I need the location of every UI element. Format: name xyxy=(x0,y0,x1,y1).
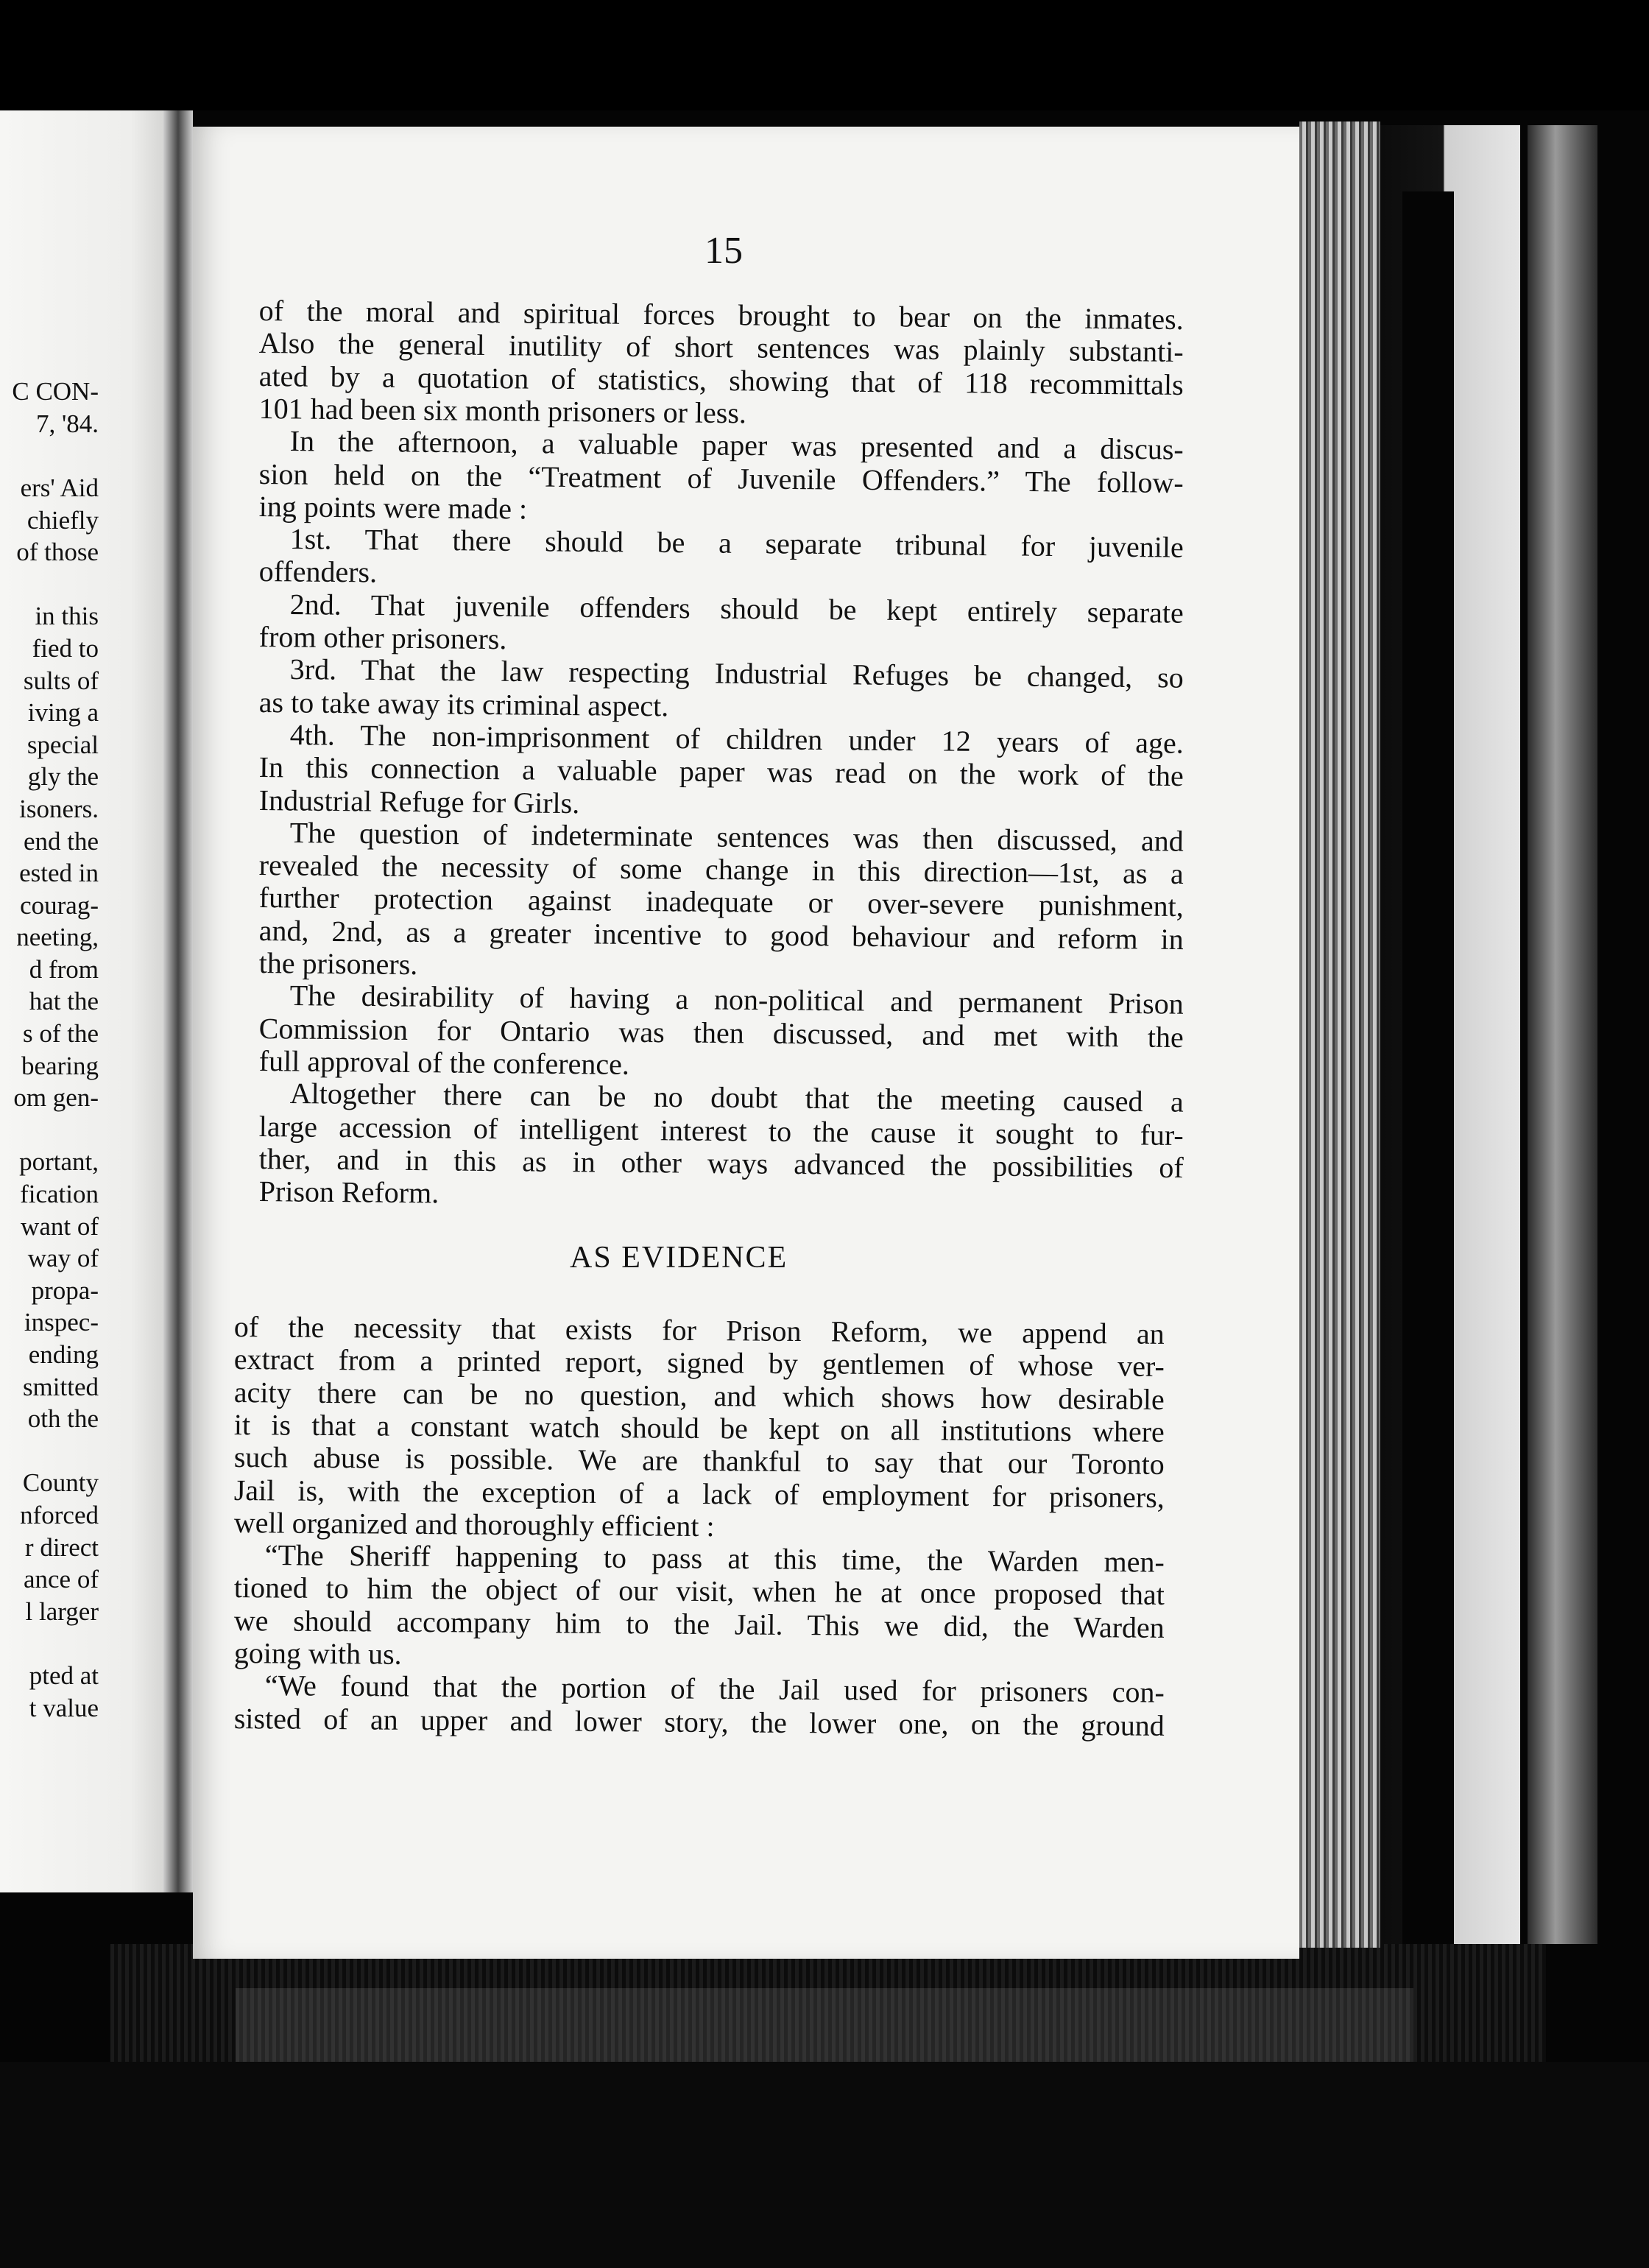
scan-frame-bottom xyxy=(0,2062,1649,2268)
left-page-line: portant, xyxy=(19,1147,99,1177)
left-page-line: County xyxy=(22,1468,99,1498)
left-page-line: om gen- xyxy=(13,1083,99,1113)
left-page-line: propa- xyxy=(31,1275,99,1305)
text-line: The question of indeterminate sentences was then discussed, and xyxy=(289,815,1184,858)
text-line: the prisoners. xyxy=(258,946,418,982)
page-number: 15 xyxy=(705,230,743,272)
text-line: and, 2nd, as a greater incentive to good behaviour and reform in xyxy=(258,913,1184,956)
left-page-line: neeting, xyxy=(16,923,99,952)
text-line: such abuse is possible. We are thankful to say that our Toronto xyxy=(233,1440,1165,1482)
text-line: extract from a printed report, signed by gentlemen of whose ver- xyxy=(233,1342,1165,1384)
text-line: of the moral and spiritual forces brought to bear on the inmates. xyxy=(258,294,1184,337)
left-page-line: ending xyxy=(28,1340,99,1369)
text-line: Prison Reform. xyxy=(258,1174,439,1210)
text-line: tioned to him the object of our visit, when he at once proposed that xyxy=(233,1571,1165,1612)
text-line: “The Sheriff happening to pass at this time, the Warden men- xyxy=(264,1538,1165,1579)
text-line: 3rd. That the law respecting Industrial Refuges be changed, so xyxy=(289,652,1184,694)
left-page-line: t value xyxy=(29,1693,99,1722)
left-page-line: pted at xyxy=(29,1660,99,1690)
text-line: going with us. xyxy=(233,1636,402,1671)
left-page-line xyxy=(0,344,99,376)
left-page-line xyxy=(0,1114,99,1147)
section-heading: AS EVIDENCE xyxy=(570,1241,788,1275)
left-page-line: iving a xyxy=(27,698,99,728)
left-page-line: gly the xyxy=(27,762,99,792)
text-line: 1st. That there should be a separate tribunal for juvenile xyxy=(289,522,1184,564)
text-line: it is that a constant watch should be kept on all institutions where xyxy=(233,1407,1165,1448)
left-page-line: oth the xyxy=(27,1404,99,1434)
left-page-line: ers' Aid xyxy=(20,473,99,502)
text-line: ing points were made : xyxy=(258,489,528,526)
left-page-line: bearing xyxy=(21,1051,99,1080)
text-line: 2nd. That juvenile offenders should be kept entirely separate xyxy=(289,587,1184,630)
left-page-line: hat the xyxy=(29,987,99,1016)
left-page-line: nforced xyxy=(20,1500,99,1529)
text-line: from other prisoners. xyxy=(258,620,507,656)
left-page-line: 7, '84. xyxy=(35,409,99,438)
text-line: full approval of the conference. xyxy=(258,1043,630,1081)
left-page-line: ance of xyxy=(23,1565,99,1594)
text-line: offenders. xyxy=(258,554,378,589)
left-page-line: r direct xyxy=(24,1532,99,1562)
left-page-line: of those xyxy=(16,538,99,567)
left-page-line: s of the xyxy=(22,1019,99,1049)
left-page-line xyxy=(0,440,99,472)
left-page-line: smitted xyxy=(22,1372,99,1401)
cover-shadow xyxy=(236,1988,1413,2069)
page-edges xyxy=(1299,122,1380,1948)
left-page-line xyxy=(0,311,99,344)
left-page-line: inspec- xyxy=(24,1308,99,1337)
text-line: Also the general inutility of short sentences was plainly substanti- xyxy=(258,326,1184,369)
text-line: ated by a quotation of statistics, showing that of 118 recommittals xyxy=(258,359,1184,401)
left-page-line: want of xyxy=(21,1211,99,1241)
scan-frame-top xyxy=(0,0,1649,110)
left-page xyxy=(0,110,163,1892)
text-line: as to take away its criminal aspect. xyxy=(258,685,669,722)
endpaper-strip xyxy=(1528,125,1597,1944)
left-page-line: way of xyxy=(27,1244,99,1273)
left-page-line: end the xyxy=(23,826,99,856)
text-line: large accession of intelligent interest to the cause it sought to fur- xyxy=(258,1109,1184,1152)
left-page-line: fied to xyxy=(32,633,99,663)
left-page-line: l larger xyxy=(25,1596,99,1626)
left-page-line: C CON- xyxy=(12,377,99,406)
text-line: 101 had been six month prisoners or less. xyxy=(258,391,747,430)
text-line: acity there can be no question, and which shows how desirable xyxy=(233,1375,1165,1416)
text-line: Jail is, with the exception of a lack of employment for prisoners, xyxy=(233,1473,1165,1514)
left-page-line: courag- xyxy=(20,890,99,920)
text-line: well organized and thoroughly efficient : xyxy=(233,1505,715,1543)
text-line: we should accompany him to the Jail. This we did, the Warden xyxy=(233,1603,1165,1644)
left-page-line xyxy=(0,1627,99,1660)
text-line: Industrial Refuge for Girls. xyxy=(258,783,580,820)
text-line: further protection against inadequate or over-severe punishment, xyxy=(258,881,1184,923)
left-page-text xyxy=(0,311,99,1724)
left-page-line: ested in xyxy=(19,859,99,888)
text-line: of the necessity that exists for Prison Reform, we append an xyxy=(233,1310,1165,1350)
text-line: 4th. The non-imprisonment of children under 12 years of age. xyxy=(289,717,1184,760)
left-page-line: special xyxy=(27,730,99,759)
text-line: In the afternoon, a valuable paper was presented and a discus- xyxy=(289,424,1184,466)
text-line: “We found that the portion of the Jail used for prisoners con- xyxy=(264,1669,1165,1709)
left-page-line: isoners. xyxy=(19,794,99,823)
left-page-line xyxy=(0,568,99,601)
text-line: sion held on the “Treatment of Juvenile Offenders.” The follow- xyxy=(258,457,1184,499)
left-page-line: chiefly xyxy=(27,505,99,535)
left-page-line: d from xyxy=(29,954,99,984)
board-shadow xyxy=(1402,191,1454,1944)
text-line: revealed the necessity of some change in this direction—1st, as a xyxy=(258,848,1184,891)
text-line: Commission for Ontario was then discussed, and met with the xyxy=(258,1011,1184,1054)
left-page-line: in this xyxy=(35,602,99,631)
book-gutter xyxy=(163,110,193,1892)
text-line: Altogether there can be no doubt that the meeting caused a xyxy=(289,1077,1184,1119)
text-line: sisted of an upper and lower story, the lower one, on the ground xyxy=(233,1701,1165,1742)
left-page-line: fication xyxy=(20,1180,99,1209)
left-page-line xyxy=(0,1435,99,1468)
text-line: ther, and in this as in other ways advanced the possibilities of xyxy=(258,1141,1184,1184)
text-line: The desirability of having a non-political and permanent Prison xyxy=(289,979,1184,1021)
left-page-line: sults of xyxy=(23,666,99,695)
text-line: In this connection a valuable paper was read on the work of the xyxy=(258,750,1184,793)
